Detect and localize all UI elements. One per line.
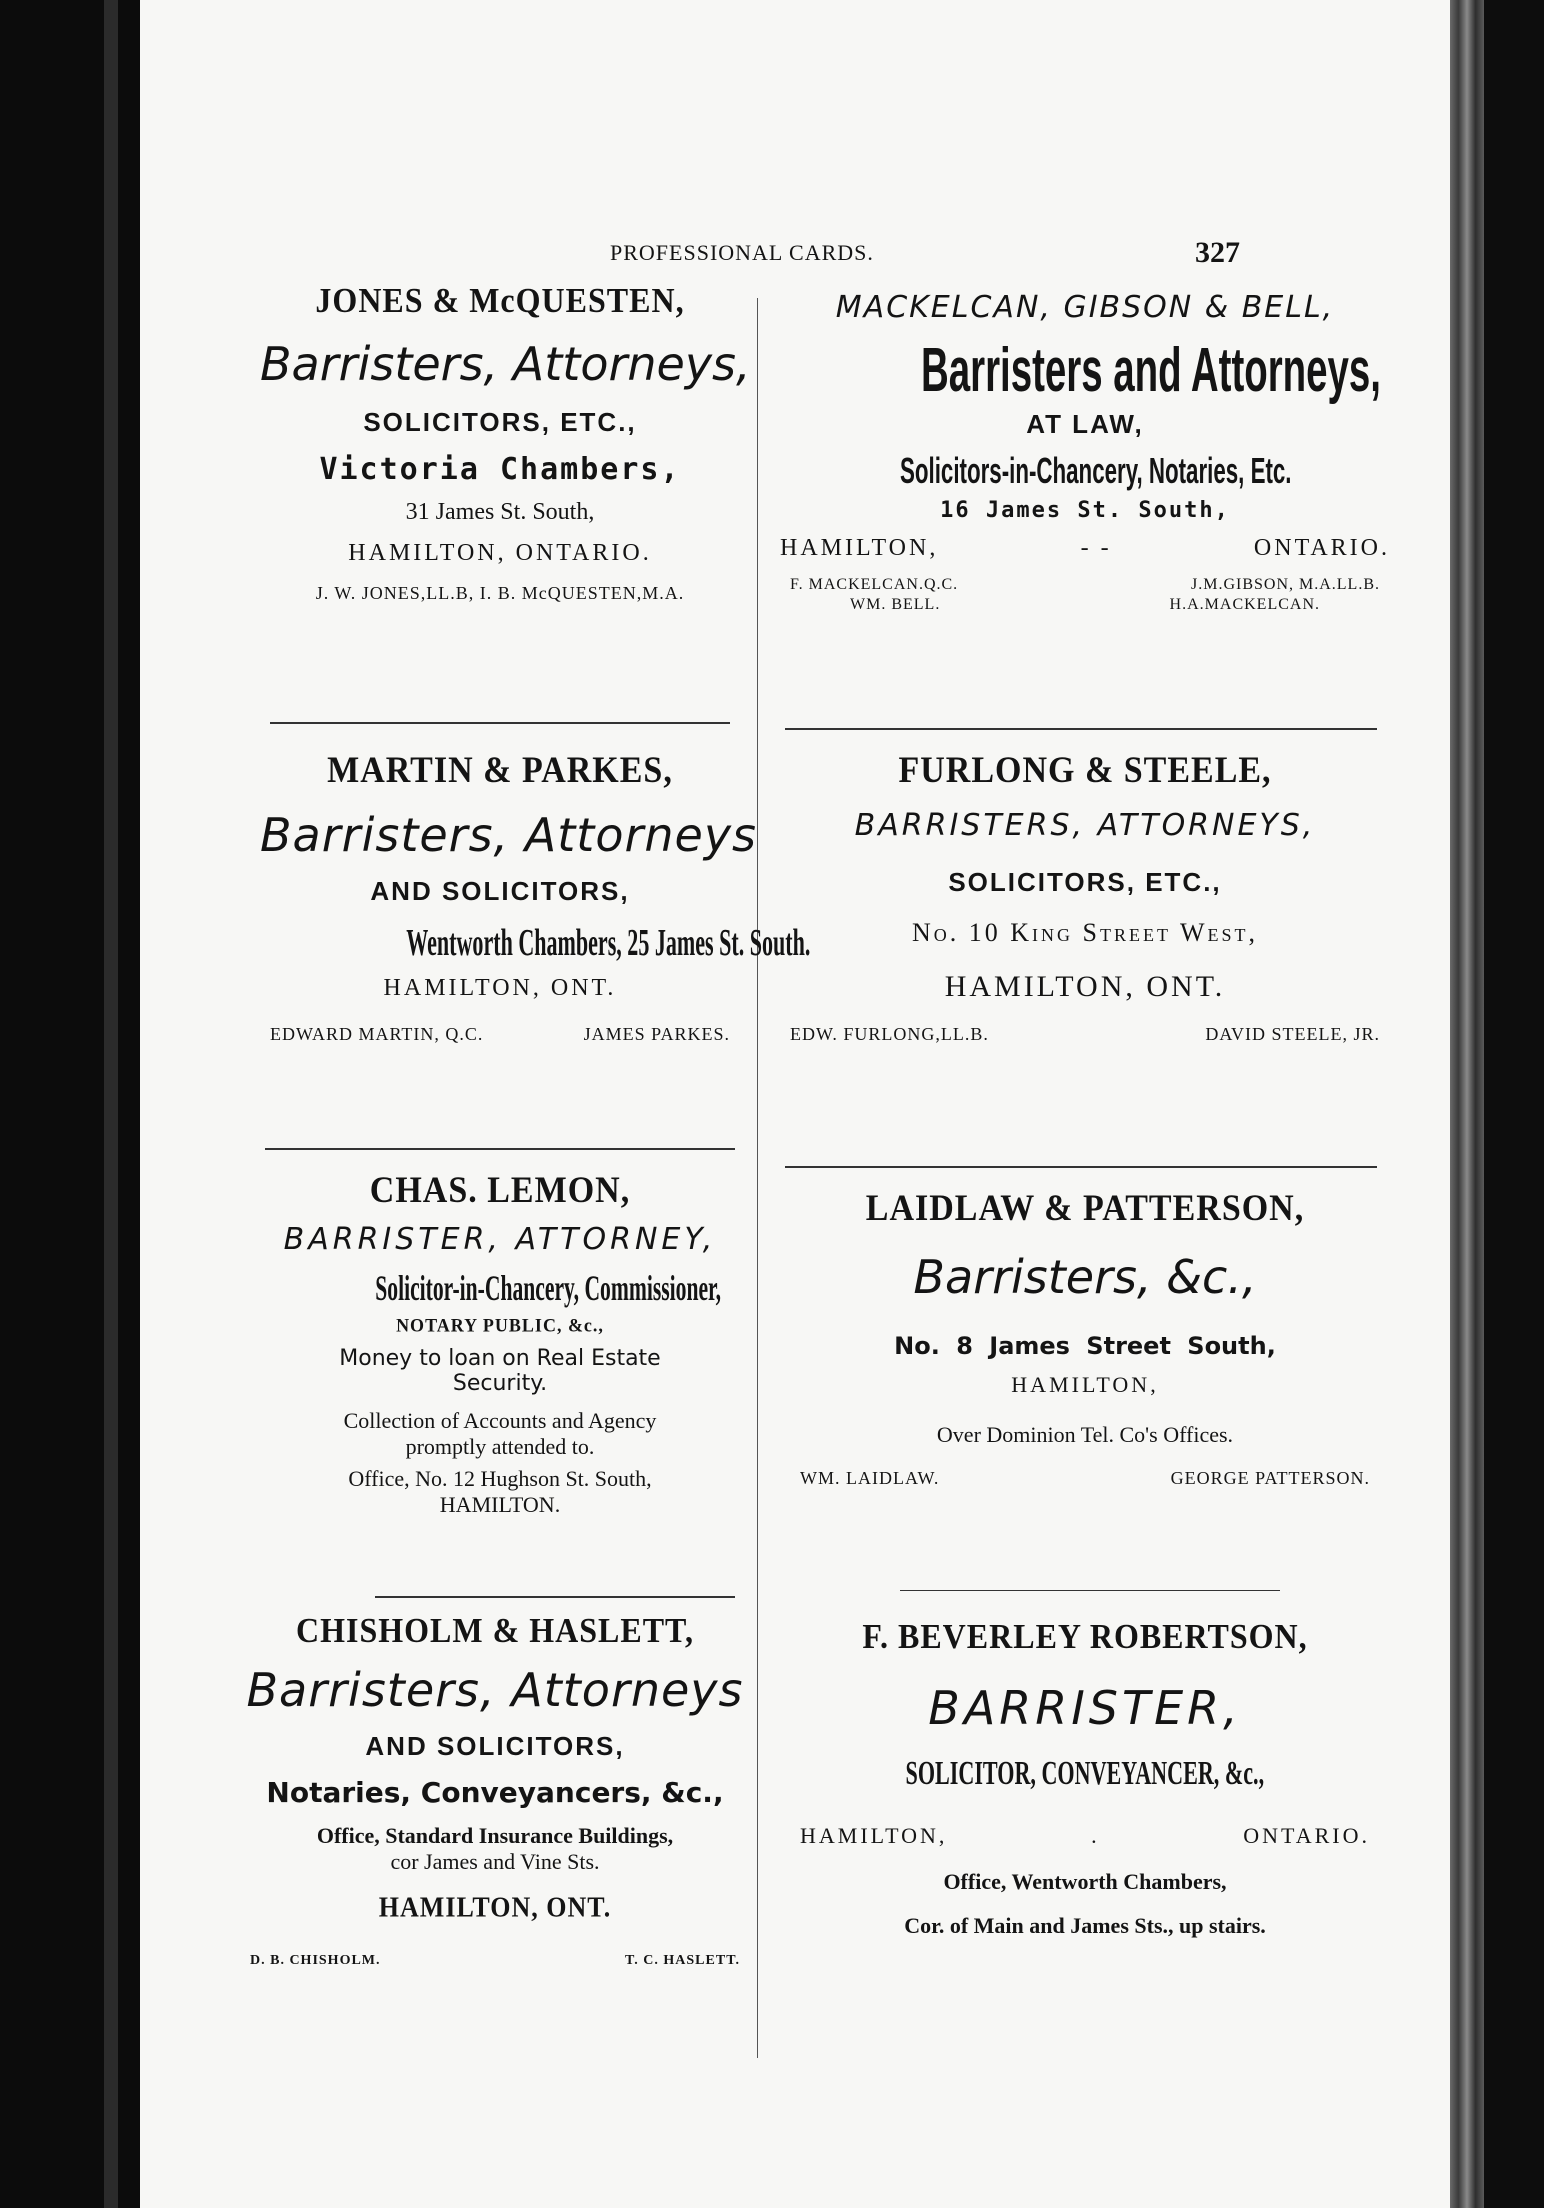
card-furlong-steele	[780, 752, 1390, 1045]
card-chisholm-haslett	[240, 1612, 750, 1969]
card-beverley-robertson	[760, 1618, 1410, 1939]
solicitors-line-wrap	[780, 450, 1390, 490]
collection-line: Collection of Accounts and Agency	[343, 1408, 657, 1433]
column-divider	[757, 298, 758, 2058]
page-header	[140, 236, 1450, 280]
solicitors-line: Solicitors-in-Chancery, Notaries, Etc.	[899, 450, 1292, 491]
firm-name: FURLONG & STEELE,	[898, 750, 1272, 791]
card-mackelcan-gibson-bell	[780, 290, 1390, 614]
card-rule	[785, 1166, 1377, 1168]
services-line: SOLICITORS, ETC.,	[363, 407, 637, 437]
separator: .	[1091, 1823, 1100, 1848]
province: ONTARIO.	[1243, 1823, 1370, 1848]
address-line-wrap	[260, 921, 811, 965]
partner: JAMES PARKES.	[583, 1024, 730, 1044]
card-jones-mcquesten	[260, 280, 751, 604]
profession-line: BARRISTER,	[928, 1681, 1242, 1735]
city: HAMILTON,	[800, 1823, 948, 1848]
card-martin-parkes	[260, 750, 811, 1045]
city-line: HAMILTON.	[439, 1492, 561, 1517]
card-laidlaw-patterson	[780, 1190, 1390, 1489]
card-rule	[900, 1590, 1280, 1591]
card-rule	[265, 1148, 735, 1150]
partners-row-1	[780, 576, 1390, 594]
city-line: HAMILTON, ONTARIO.	[348, 540, 652, 566]
partner: H.A.MACKELCAN.	[1169, 596, 1320, 613]
firm-name: MARTIN & PARKES,	[327, 750, 673, 791]
city-row	[760, 1823, 1410, 1849]
page-number: 327	[1195, 236, 1240, 269]
partners-line: J. W. JONES,LL.B, I. B. McQUESTEN,M.A.	[315, 583, 685, 603]
services-line: AND SOLICITORS,	[365, 1731, 625, 1761]
partner: GEORGE PATTERSON.	[1170, 1468, 1370, 1488]
partners-row	[240, 1953, 750, 1969]
profession-line: Barristers, Attorneys	[246, 1663, 744, 1717]
office-line: Office, No. 12 Hughson St. South,	[348, 1466, 652, 1491]
partners-row	[780, 1024, 1390, 1045]
profession-line: BARRISTERS, ATTORNEYS,	[854, 808, 1316, 843]
card-rule	[785, 728, 1377, 730]
profession-line: Barristers and Attorneys,	[920, 336, 1381, 405]
firm-name: MACKELCAN, GIBSON & BELL,	[835, 290, 1335, 325]
address-line: 16 James St. South,	[940, 498, 1230, 523]
partner: F. MACKELCAN.Q.C.	[790, 576, 959, 593]
film-border-left	[0, 0, 140, 2208]
city-line: HAMILTON,	[1011, 1372, 1159, 1397]
office-line: Over Dominion Tel. Co's Offices.	[936, 1422, 1234, 1447]
card-chas-lemon	[260, 1172, 740, 1518]
partner: WM. BELL.	[850, 596, 941, 613]
city-line: HAMILTON, ONT.	[944, 970, 1226, 1003]
city-line: HAMILTON, ONT.	[383, 975, 617, 1001]
corner-line: cor James and Vine Sts.	[390, 1849, 600, 1874]
solicitor-line-wrap	[760, 1755, 1410, 1795]
firm-name: JONES & McQUESTEN,	[315, 280, 685, 320]
firm-name: CHISHOLM & HASLETT,	[295, 1610, 695, 1650]
solicitor-line-wrap	[260, 1267, 740, 1307]
partner: EDWARD MARTIN, Q.C.	[270, 1024, 484, 1044]
services-line: AND SOLICITORS,	[370, 876, 630, 906]
security-line: Security.	[452, 1371, 548, 1396]
services-line: SOLICITORS, ETC.,	[948, 867, 1222, 897]
city-line: HAMILTON, ONT.	[378, 1891, 612, 1924]
chambers-line: Victoria Chambers,	[319, 452, 681, 487]
partner: WM. LAIDLAW.	[800, 1468, 940, 1488]
partners-row	[260, 1024, 740, 1045]
running-head: PROFESSIONAL CARDS.	[610, 240, 874, 265]
city: HAMILTON,	[780, 535, 939, 561]
partner: DAVID STEELE, JR.	[1205, 1024, 1380, 1044]
solicitor-line: SOLICITOR, CONVEYANCER, &c.,	[905, 1755, 1265, 1792]
partners-row	[780, 1468, 1390, 1489]
separator: - -	[1080, 535, 1112, 561]
address-line: No. 8 James Street South,	[894, 1332, 1276, 1360]
card-rule	[270, 722, 730, 724]
profession-line: BARRISTER, ATTORNEY,	[283, 1222, 717, 1257]
profession-line-wrap	[780, 335, 1390, 405]
firm-name: LAIDLAW & PATTERSON,	[865, 1188, 1305, 1229]
attended-line: promptly attended to.	[405, 1434, 595, 1459]
firm-name: F. BEVERLEY ROBERTSON,	[862, 1616, 1308, 1656]
notary-line: NOTARY PUBLIC, &c.,	[396, 1314, 604, 1336]
film-border-edge	[104, 0, 118, 2208]
partner: J.M.GIBSON, M.A.LL.B.	[1190, 576, 1380, 593]
office-line: Office, Standard Insurance Buildings,	[316, 1823, 674, 1848]
address-line: 31 James St. South,	[405, 499, 595, 525]
document-page	[140, 0, 1450, 2208]
profession-line: Barristers, &c.,	[913, 1250, 1257, 1304]
book-edge	[1450, 0, 1484, 2208]
partner: D. B. CHISHOLM.	[250, 1953, 381, 1968]
partner: EDW. FURLONG,LL.B.	[790, 1024, 989, 1044]
province: ONTARIO.	[1253, 535, 1390, 561]
address-line: Wentworth Chambers, 25 James St. South.	[406, 922, 811, 964]
at-law-line: AT LAW,	[1026, 409, 1144, 439]
film-border-right	[1484, 0, 1544, 2208]
firm-name: CHAS. LEMON,	[369, 1170, 631, 1211]
partner: T. C. HASLETT.	[624, 1953, 740, 1968]
card-rule	[375, 1596, 735, 1598]
notaries-line: Notaries, Conveyancers, &c.,	[266, 1776, 724, 1809]
city-row	[780, 535, 1390, 562]
money-line: Money to loan on Real Estate	[339, 1346, 661, 1371]
profession-line: Barristers, Attorneys,	[260, 337, 751, 391]
solicitor-line: Solicitor-in-Chancery, Commissioner,	[375, 1268, 722, 1308]
partners-row-2	[780, 596, 1390, 614]
corner-line: Cor. of Main and James Sts., up stairs.	[904, 1913, 1266, 1938]
office-line: Office, Wentworth Chambers,	[943, 1869, 1227, 1894]
profession-line: Barristers, Attorneys	[260, 808, 758, 862]
address-line: No. 10 King Street West,	[911, 918, 1259, 947]
